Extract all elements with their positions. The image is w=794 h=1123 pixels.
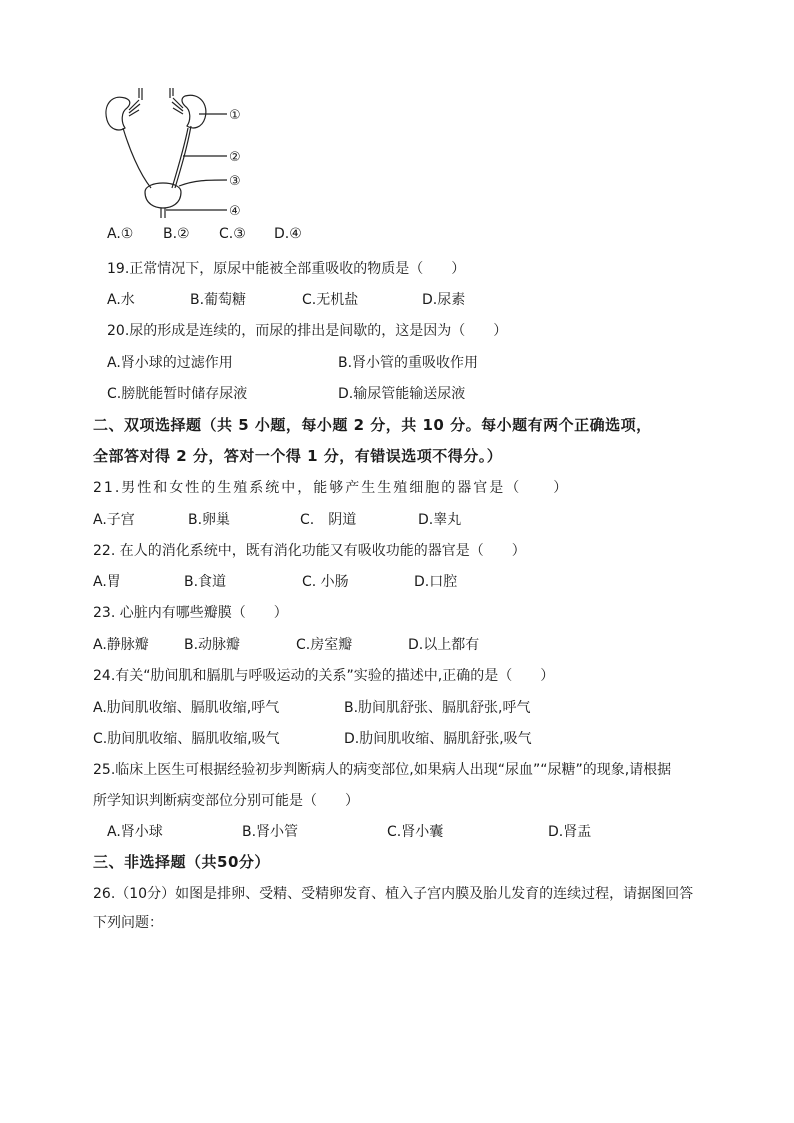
q20-option-a: A.肾小球的过滤作用 [107,355,233,371]
diagram-label-2: ② [229,150,241,165]
q18-option-c: C.③ [219,226,246,242]
q19-option-d: D.尿素 [422,292,466,308]
q23-option-a: A.静脉瓣 [93,637,149,653]
urinary-system-diagram [95,88,265,223]
q20-stem: 20.尿的形成是连续的，而尿的排出是间歇的，这是因为（ ） [107,323,508,339]
urethra [161,208,165,218]
q20-option-c: C.膀胱能暂时储存尿液 [107,386,248,402]
q21-option-c: C. 阴道 [300,512,357,528]
section3-heading: 三、非选择题（共50分） [93,853,270,871]
q23-option-c: C.房室瓣 [296,637,353,653]
diagram-label-3: ③ [229,174,241,189]
q24-option-a: A.肋间肌收缩、膈肌收缩,呼气 [93,700,280,716]
q22-stem: 22. 在人的消化系统中，既有消化功能又有吸收功能的器官是（ ） [93,543,526,559]
diagram-label-1: ① [229,108,241,123]
q22-option-c: C. 小肠 [302,574,349,590]
q18-option-d: D.④ [274,226,302,242]
q21-option-b: B.卵巢 [188,512,231,528]
section2-heading-line1: 二、双项选择题（共 5 小题，每小题 2 分，共 10 分。每小题有两个正确选项， [93,416,652,434]
q25-stem-line1: 25.临床上医生可根据经验初步判断病人的病变部位,如果病人出现“尿血”“尿糖”的现象,请根据 [93,762,672,778]
q24-option-d: D.肋间肌收缩、膈肌舒张,吸气 [344,731,532,747]
diagram-label-4: ④ [229,204,241,219]
q24-option-c: C.肋间肌收缩、膈肌收缩,吸气 [93,731,280,747]
q19-option-a: A.水 [107,292,135,308]
q20-option-d: D.输尿管能输送尿液 [338,386,466,402]
q19-option-c: C.无机盐 [302,292,359,308]
q21-option-d: D.睾丸 [418,512,462,528]
q20-option-b: B.肾小管的重吸收作用 [338,355,479,371]
q22-option-b: B.食道 [184,574,227,590]
q21-stem: 21.男性和女性的生殖系统中，能够产生生殖细胞的器官是（ ） [93,480,570,496]
q23-stem: 23. 心脏内有哪些瓣膜（ ） [93,605,288,621]
q24-stem: 24.有关“肋间肌和膈肌与呼吸运动的关系”实验的描述中,正确的是（ ） [93,668,555,684]
q26-stem-line1: 26.（10分）如图是排卵、受精、受精卵发育、植入子宫内膜及胎儿发育的连续过程，请据图回答 [93,886,694,902]
q21-option-a: A.子宫 [93,512,135,528]
left-ureter [123,128,151,188]
q25-option-d: D.肾盂 [548,824,592,840]
q18-option-a: A.① [107,226,134,242]
right-ureter [175,126,191,188]
q19-stem: 19.正常情况下，原尿中能被全部重吸收的物质是（ ） [107,261,466,277]
q23-option-d: D.以上都有 [408,637,480,653]
q25-stem-line2: 所学知识判断病变部位分别可能是（ ） [93,793,359,809]
q22-option-a: A.胃 [93,574,121,590]
left-kidney [106,97,130,130]
q18-option-b: B.② [163,226,190,242]
q19-option-b: B.葡萄糖 [190,292,247,308]
q23-option-b: B.动脉瓣 [184,637,241,653]
q25-option-c: C.肾小囊 [387,824,444,840]
q24-option-b: B.肋间肌舒张、膈肌舒张,呼气 [344,700,531,716]
q25-option-a: A.肾小球 [107,824,163,840]
q22-option-d: D.口腔 [414,574,458,590]
q25-option-b: B.肾小管 [242,824,299,840]
q26-stem-line2: 下列问题： [93,915,163,931]
section2-heading-line2: 全部答对得 2 分，答对一个得 1 分，有错误选项不得分。） [93,447,503,465]
right-kidney [182,95,206,128]
